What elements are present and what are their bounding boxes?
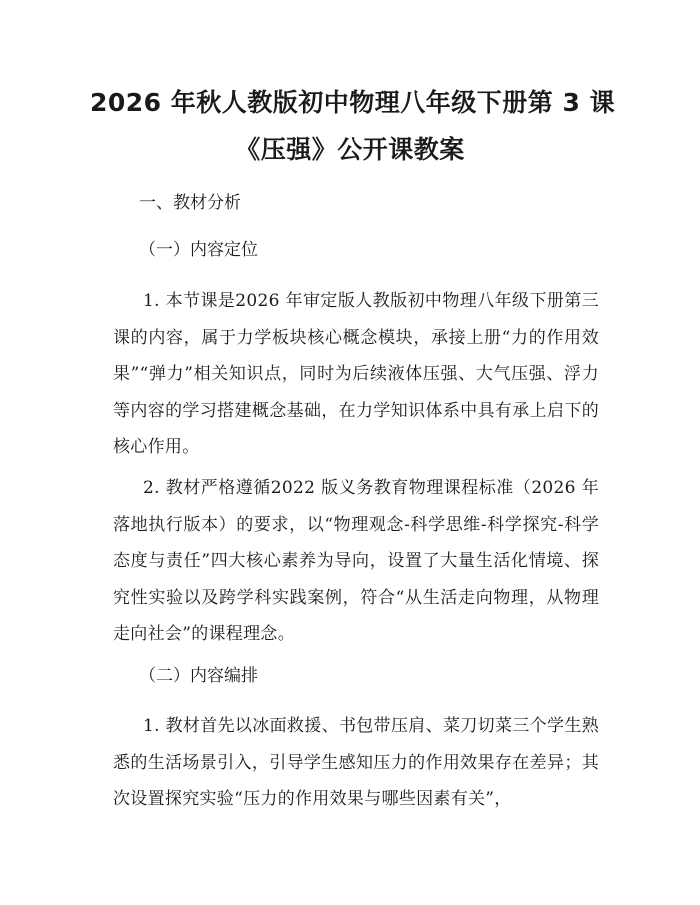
paragraph-content-arrangement-1: 1. 教材首先以冰面救援、书包带压肩、菜刀切菜三个学生熟悉的生活场景引入，引导学生感知压力的作用效果存在差异；其次设置探究实验“压力的作用效果与哪些因素有关”， — [113, 716, 599, 809]
subsection-heading-content-arrangement: （二）内容编排 — [139, 666, 258, 686]
paragraph-content-positioning-2: 2. 教材严格遵循2022 版义务教育物理课程标准（2026 年落地执行版本）的要求，以“物理观念-科学思维-科学探究-科学态度与责任”四大核心素养为导向，设置了大量生活化情境、探究性实验以及跨学科实践案例，符合“从生活走向物理，从物理走向社会”的课程理念。 — [113, 478, 599, 644]
subsection-heading-content-positioning: （一）内容定位 — [139, 240, 258, 260]
document-title-line-2: 《压强》公开课教案 — [235, 135, 465, 164]
paragraph-content-positioning-1: 1. 本节课是2026 年审定版人教版初中物理八年级下册第三课的内容，属于力学板块核心概念模块，承接上册“力的作用效果”“弹力”相关知识点，同时为后续液体压强、大气压强、浮力等内容的学习搭建概念基础，在力学知识体系中具有承上启下的核心作用。 — [113, 291, 599, 457]
document-title-line-1: 2026 年秋人教版初中物理八年级下册第 3 课 — [90, 88, 616, 117]
section-heading-textbook-analysis: 一、教材分析 — [139, 193, 241, 213]
